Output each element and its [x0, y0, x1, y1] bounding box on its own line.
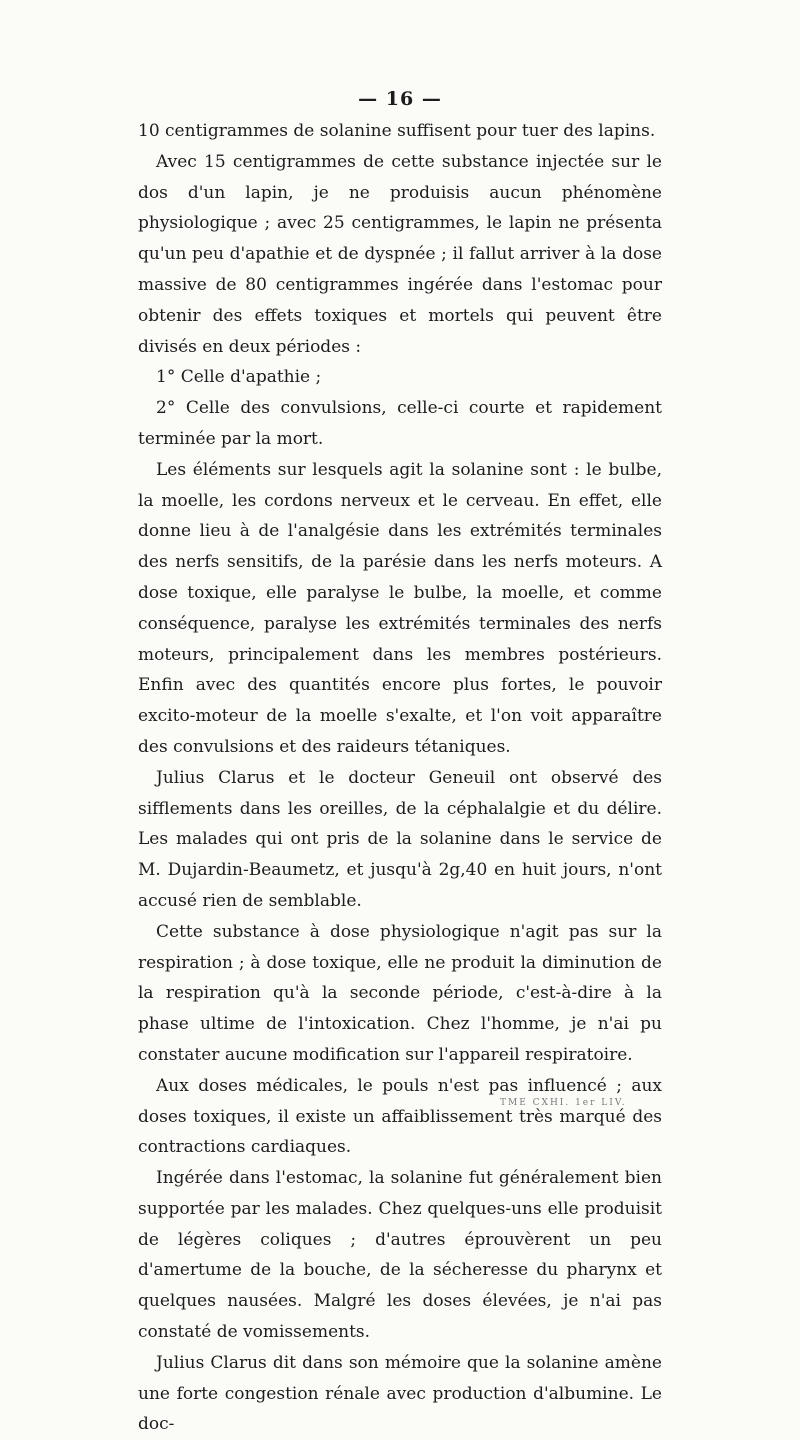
list-item: 1° Celle d'apathie ; [156, 367, 322, 388]
paragraph: Ingérée dans l'estomac, la solanine fut généralement bien supportée par les malades. Chez quelques-uns elle produisit de légères coliques ; d'autres éprouvèrent un peu d'amertume de la bouche, de la sécheresse du pharynx et quelques nausées. Malgré les doses élevées, je n'ai pas constaté de vomissements. [138, 1168, 662, 1343]
list-item: 2° Celle des convulsions, celle-ci courte et rapidement terminée par la mort. [138, 398, 662, 449]
paragraph: Aux doses médicales, le pouls n'est pas influencé ; aux doses toxiques, il existe un affaiblissement très marqué des contractions cardiaques. [138, 1075, 662, 1158]
signature-mark: TME CXHI. 1er LIV. [500, 1098, 627, 1108]
paragraph: 10 centigrammes de solanine suffisent pour tuer des lapins. [138, 121, 656, 141]
paragraph: Julius Clarus dit dans son mémoire que la solanine amène une forte congestion rénale avec production d'albumine. Le doc- [138, 1352, 662, 1435]
paragraph: Avec 15 centigrammes de cette substance injectée sur le dos d'un lapin, je ne produisis aucun phénomène physiologique ; avec 25 centigrammes, le lapin ne présenta qu'un peu d'apathie et de dyspnée ; il fallut arriver à la dose massive de 80 centigrammes ingérée dans l'estomac pour obtenir des effets toxiques et mortels qui peuvent être divisés en deux périodes : [138, 151, 662, 357]
body-text [138, 116, 662, 1440]
page-number: — 16 — [358, 88, 442, 110]
paragraph: Cette substance à dose physiologique n'agit pas sur la respiration ; à dose toxique, elle ne produit la diminution de la respiration qu'à la seconde période, c'est-à-dire à la phase ultime de l'intoxication. Chez l'homme, je n'ai pu constater aucune modification sur l'appareil respiratoire. [138, 921, 662, 1065]
paragraph: Les éléments sur lesquels agit la solanine sont : le bulbe, la moelle, les cordons nerveux et le cerveau. En effet, elle donne lieu à de l'analgésie dans les extrémités terminales des nerfs sensitifs, de la parésie dans les nerfs moteurs. A dose toxique, elle paralyse le bulbe, la moelle, et comme conséquence, paralyse les extrémités terminales des nerfs moteurs, principalement dans les membres postérieurs. Enfin avec des quantités encore plus fortes, le pouvoir excito-moteur de la moelle s'exalte, et l'on voit apparaître des convulsions et des raideurs tétaniques. [138, 459, 662, 757]
paragraph: Julius Clarus et le docteur Geneuil ont observé des sifflements dans les oreilles, de la céphalalgie et du délire. Les malades qui ont pris de la solanine dans le service de M. Dujardin-Beaumetz, et jusqu'à 2g,40 en huit jours, n'ont accusé rien de semblable. [138, 767, 662, 911]
